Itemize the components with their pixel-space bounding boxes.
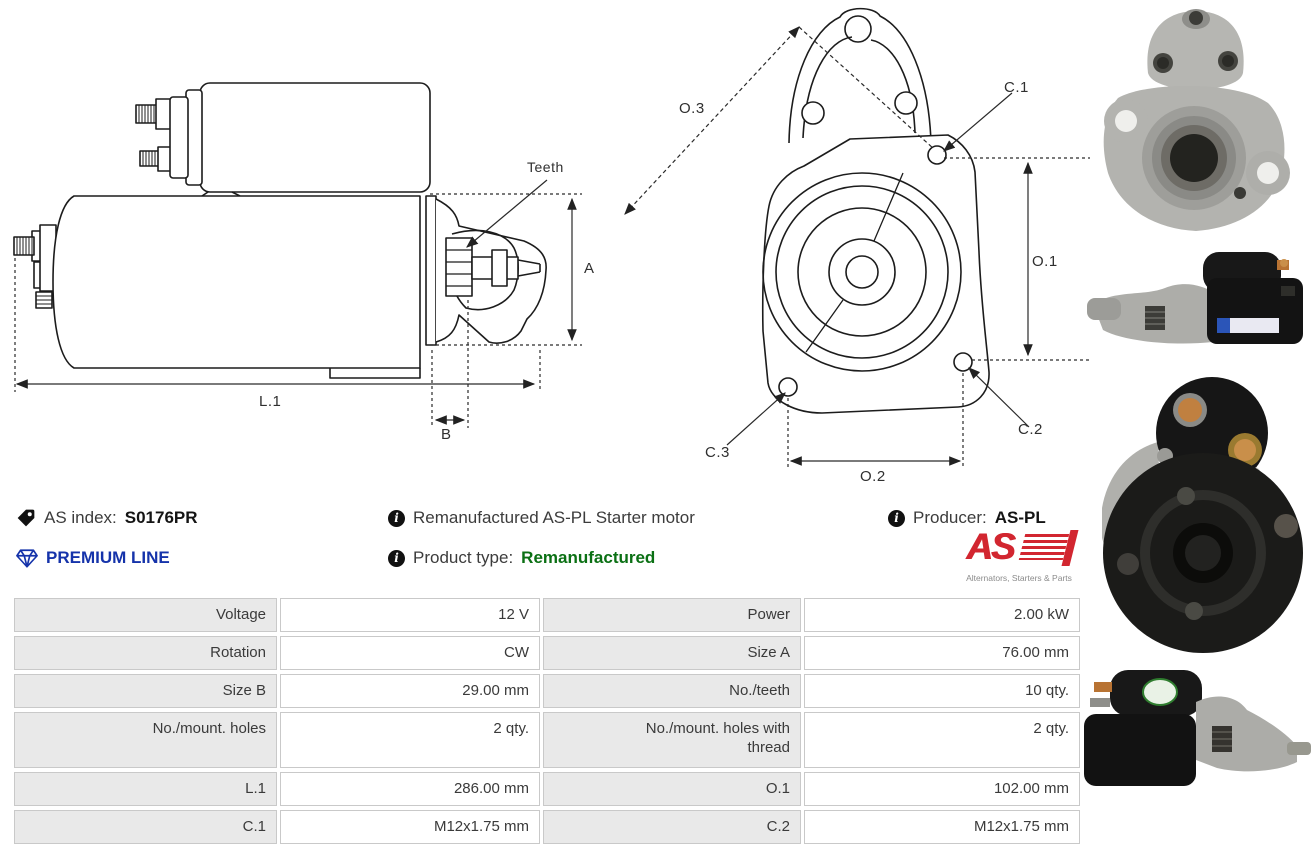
spec-label: C.2 bbox=[543, 810, 801, 844]
front-view-drawing bbox=[763, 9, 989, 413]
spec-label: O.1 bbox=[543, 772, 801, 806]
producer-label: Producer: bbox=[913, 508, 987, 527]
spec-table bbox=[14, 598, 1080, 844]
as-index-value: S0176PR bbox=[124, 508, 198, 527]
info-icon bbox=[888, 510, 905, 527]
spec-value: 10 qty. bbox=[804, 674, 1080, 708]
tag-icon bbox=[16, 508, 36, 528]
dim-label-a: A bbox=[584, 260, 595, 277]
logo-tagline: Alternators, Starters & Parts bbox=[966, 573, 1072, 583]
logo-stripes bbox=[1019, 534, 1069, 560]
side-view-drawing bbox=[14, 83, 546, 378]
as-pl-logo bbox=[958, 526, 1080, 583]
product-photo-front-flange bbox=[1088, 3, 1303, 243]
spec-label: Power bbox=[543, 598, 801, 632]
product-photo-rear-view bbox=[1090, 368, 1305, 658]
spec-label bbox=[543, 712, 801, 768]
spec-value: M12x1.75 mm bbox=[280, 810, 540, 844]
spec-label: Size A bbox=[543, 636, 801, 670]
technical-drawings bbox=[0, 0, 1090, 500]
spec-label: Size B bbox=[14, 674, 277, 708]
spec-value: CW bbox=[280, 636, 540, 670]
dim-label-o1: O.1 bbox=[1032, 253, 1058, 270]
producer-row bbox=[888, 508, 1046, 528]
producer-value: AS-PL bbox=[994, 508, 1046, 527]
dim-label-o2: O.2 bbox=[860, 468, 886, 485]
spec-value: 2 qty. bbox=[280, 712, 540, 768]
spec-label: Voltage bbox=[14, 598, 277, 632]
dim-label-l1: L.1 bbox=[259, 393, 282, 410]
spec-label: L.1 bbox=[14, 772, 277, 806]
spec-value: 2 qty. bbox=[804, 712, 1080, 768]
info-icon bbox=[388, 550, 405, 567]
product-type-value: Remanufactured bbox=[521, 548, 656, 567]
diamond-icon bbox=[16, 549, 38, 568]
premium-line-label: PREMIUM LINE bbox=[46, 548, 170, 567]
spec-label: C.1 bbox=[14, 810, 277, 844]
spec-label: No./teeth bbox=[543, 674, 801, 708]
product-photo-side-view-2 bbox=[1082, 662, 1314, 797]
dim-label-o3: O.3 bbox=[679, 100, 705, 117]
product-type-label: Product type: bbox=[413, 548, 514, 567]
logo-text: AS bbox=[966, 526, 1014, 567]
description-row bbox=[388, 508, 695, 528]
dim-label-c3: C.3 bbox=[705, 444, 730, 461]
spec-value: 29.00 mm bbox=[280, 674, 540, 708]
spec-value: 2.00 kW bbox=[804, 598, 1080, 632]
dim-label-b: B bbox=[441, 426, 452, 443]
as-index-row bbox=[16, 508, 198, 528]
spec-label: No./mount. holes bbox=[14, 712, 277, 768]
spec-label: Rotation bbox=[14, 636, 277, 670]
spec-value: 76.00 mm bbox=[804, 636, 1080, 670]
product-description: Remanufactured AS-PL Starter motor bbox=[413, 508, 695, 527]
spec-value: 12 V bbox=[280, 598, 540, 632]
as-index-label: AS index: bbox=[44, 508, 117, 527]
dim-label-c2: C.2 bbox=[1018, 421, 1043, 438]
info-icon bbox=[388, 510, 405, 527]
premium-line-row bbox=[16, 548, 170, 568]
spec-label-wrapped: No./mount. holes with thread bbox=[645, 720, 790, 756]
spec-value: M12x1.75 mm bbox=[804, 810, 1080, 844]
spec-value: 102.00 mm bbox=[804, 772, 1080, 806]
spec-value: 286.00 mm bbox=[280, 772, 540, 806]
dim-label-teeth: Teeth bbox=[527, 159, 564, 175]
product-photo-side-view bbox=[1085, 246, 1313, 350]
dim-label-c1: C.1 bbox=[1004, 79, 1029, 96]
product-type-row bbox=[388, 548, 655, 568]
